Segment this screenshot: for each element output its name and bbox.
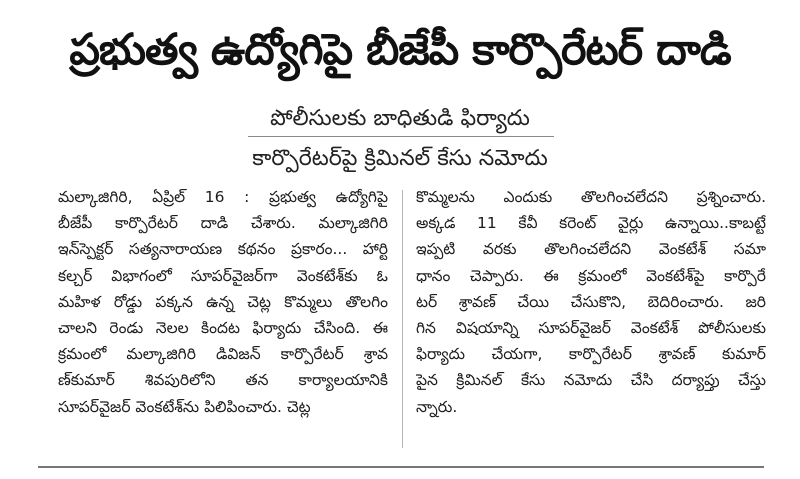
article-line: చాలని రెండు నెలల కిందట ఫిర్యాదు చేసింది. ఈ [58,318,388,337]
article-right-column [416,184,766,420]
article-line: ఫిర్యాదు చేయగా, కార్పొరేటర్ శ్రావణ్ కుమార్ [416,345,766,364]
article-line: ధానం చెప్పారు. ఈ క్రమంలో వెంకటేశ్‌పై కార్పొరే [416,266,766,285]
article-line: ఇప్పటి వరకు తొలగించలేదని వెంకటేశ్ సమా [416,240,766,259]
article-left-column [58,184,388,420]
article-line: బీజేపీ కార్పొరేటర్ దాడి చేశారు. మల్కాజిగిరి [58,214,388,233]
subheading-top-rule [248,136,554,137]
subheading-complaint: పోలీసులకు బాధితుడి ఫిర్యాదు [270,106,530,131]
article-line: న్నారు. [416,397,458,416]
article-line: పైన క్రిమినల్ కేసు నమోదు చేసి దర్యాప్తు చేస్తు [416,371,766,390]
article-line: సూపర్‌వైజర్ వెంకటేశ్‌ను పిలిపించారు. చెట్ల [58,397,311,416]
article-line: కొమ్మలను ఎందుకు తొలగించలేదని ప్రశ్నించారు. [416,188,766,206]
article-line: టర్ శ్రావణ్ చేయి చేసుకొని, బెదిరించారు. జరి [416,292,766,311]
column-divider [402,190,403,448]
article-line: అక్కడ 11 కేవీ కరెంట్ వైర్లు ఉన్నాయి..కాబట్టే [416,214,766,233]
article-line: ఇన్‌స్పెక్టర్ సత్యనారాయణ కథనం ప్రకారం... హార్టి [58,240,388,259]
bottom-rule [38,466,764,468]
article-line: మల్కాజిగిరి, ఏప్రిల్ 16 : ప్రభుత్వ ఉద్యోగిపై [58,188,388,206]
article-line: మహిళ రోడ్డు పక్కన ఉన్న చెట్ల కొమ్మలు తొలగిం [58,292,388,311]
headline: ప్రభుత్వ ఉద్యోగిపై బీజేపీ కార్పొరేటర్ దాడి [69,25,731,75]
article-line: కల్చర్ విభాగంలో సూపర్‌వైజర్‌గా వెంకటేశ్‌కు ఓ [58,266,388,285]
subheading-case: కార్పొరేటర్‌పై క్రిమినల్ కేసు నమోదు [252,146,548,171]
article-line: క్రమంలో మల్కాజిగిరి డివిజన్ కార్పొరేటర్ శ్రావ [58,345,388,364]
article-line: గిన విషయాన్ని సూపర్‌వైజర్ వెంకటేశ్ పోలీసులకు [416,318,766,337]
article-line: ణ్‌కుమార్ శివపురిలోని తన కార్యాలయానికి [58,371,388,390]
